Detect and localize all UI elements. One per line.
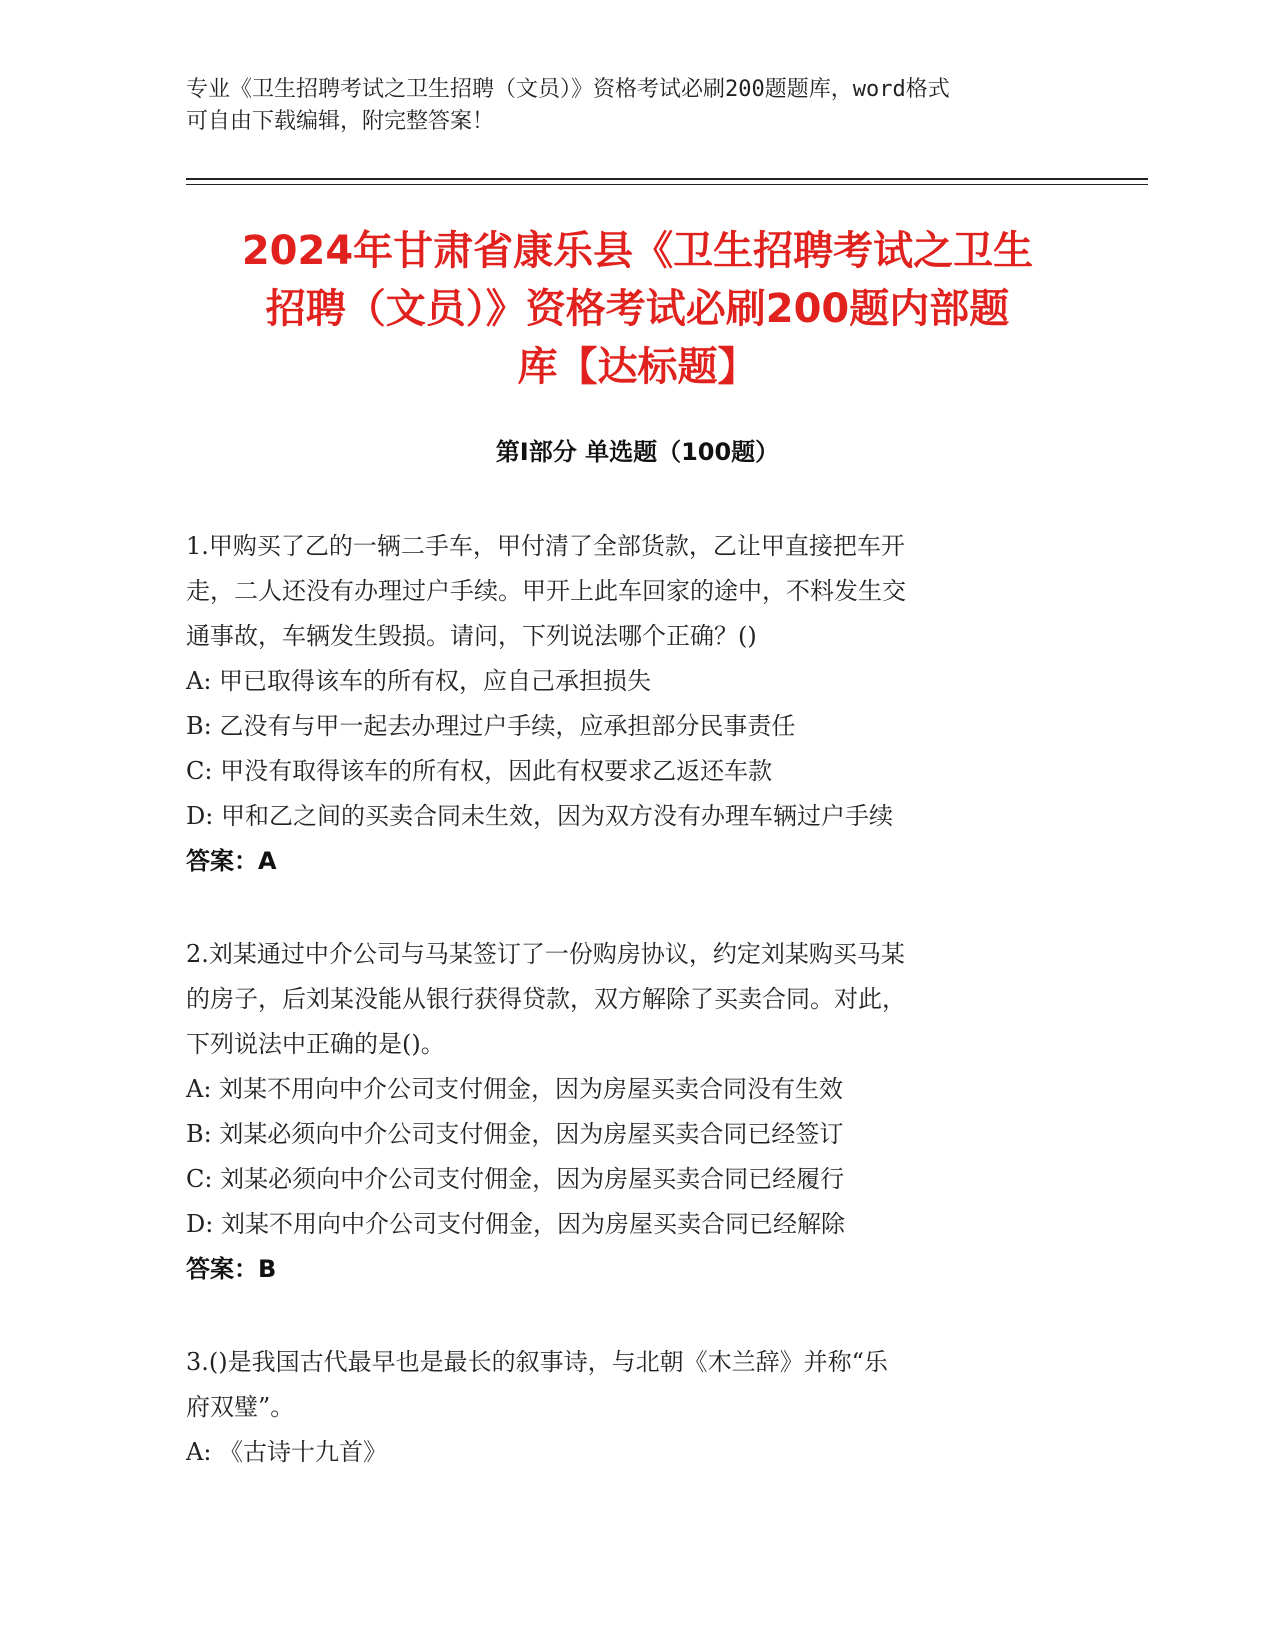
title-line: 库【达标题】 bbox=[517, 344, 758, 390]
option-b: B: 刘某必须向中介公司支付佣金，因为房屋买卖合同已经签订 bbox=[186, 1120, 844, 1148]
question-text-line: 下列说法中正确的是()。 bbox=[186, 1030, 445, 1058]
option-a: A: 刘某不用向中介公司支付佣金，因为房屋买卖合同没有生效 bbox=[186, 1075, 844, 1103]
answer-label: 答案：A bbox=[186, 847, 277, 875]
document-title bbox=[150, 222, 1125, 396]
option-a: A: 《古诗十九首》 bbox=[186, 1438, 388, 1466]
title-line: 2024年甘肃省康乐县《卫生招聘考试之卫生 bbox=[241, 228, 1034, 274]
title-line: 招聘（文员）》资格考试必刷200题内部题 bbox=[265, 286, 1010, 332]
question-block bbox=[186, 932, 1066, 1292]
option-c: C: 刘某必须向中介公司支付佣金，因为房屋买卖合同已经履行 bbox=[186, 1165, 845, 1193]
option-b: B: 乙没有与甲一起去办理过户手续，应承担部分民事责任 bbox=[186, 712, 796, 740]
option-c: C: 甲没有取得该车的所有权，因此有权要求乙返还车款 bbox=[186, 757, 773, 785]
question-text-line: 2.刘某通过中介公司与马某签订了一份购房协议，约定刘某购买马某 bbox=[186, 940, 905, 968]
question-text-line: 1.甲购买了乙的一辆二手车，甲付清了全部货款，乙让甲直接把车开 bbox=[186, 532, 905, 560]
question-block bbox=[186, 524, 1066, 884]
question-text-line: 走，二人还没有办理过户手续。甲开上此车回家的途中，不料发生交 bbox=[186, 577, 906, 605]
header-note-line: 可自由下载编辑，附完整答案！ bbox=[186, 109, 495, 134]
section-title: 第Ⅰ部分 单选题（100题） bbox=[495, 438, 780, 466]
option-d: D: 甲和乙之间的买卖合同未生效，因为双方没有办理车辆过户手续 bbox=[186, 802, 893, 830]
question-text-line: 通事故，车辆发生毁损。请问，下列说法哪个正确？() bbox=[186, 622, 757, 650]
header-divider bbox=[186, 178, 1148, 180]
answer-label: 答案：B bbox=[186, 1255, 277, 1283]
option-d: D: 刘某不用向中介公司支付佣金，因为房屋买卖合同已经解除 bbox=[186, 1210, 845, 1238]
header-note-line: 专业《卫生招聘考试之卫生招聘（文员）》资格考试必刷200题题库，word格式 bbox=[186, 77, 950, 102]
option-a: A: 甲已取得该车的所有权，应自己承担损失 bbox=[186, 667, 652, 695]
question-block bbox=[186, 1340, 1066, 1475]
question-text-line: 3.()是我国古代最早也是最长的叙事诗，与北朝《木兰辞》并称“乐 bbox=[186, 1348, 888, 1376]
header-divider-thin bbox=[186, 184, 1148, 185]
header-note bbox=[186, 74, 1066, 138]
question-text-line: 府双璧”。 bbox=[186, 1393, 295, 1421]
question-text-line: 的房子，后刘某没能从银行获得贷款，双方解除了买卖合同。对此， bbox=[186, 985, 906, 1013]
